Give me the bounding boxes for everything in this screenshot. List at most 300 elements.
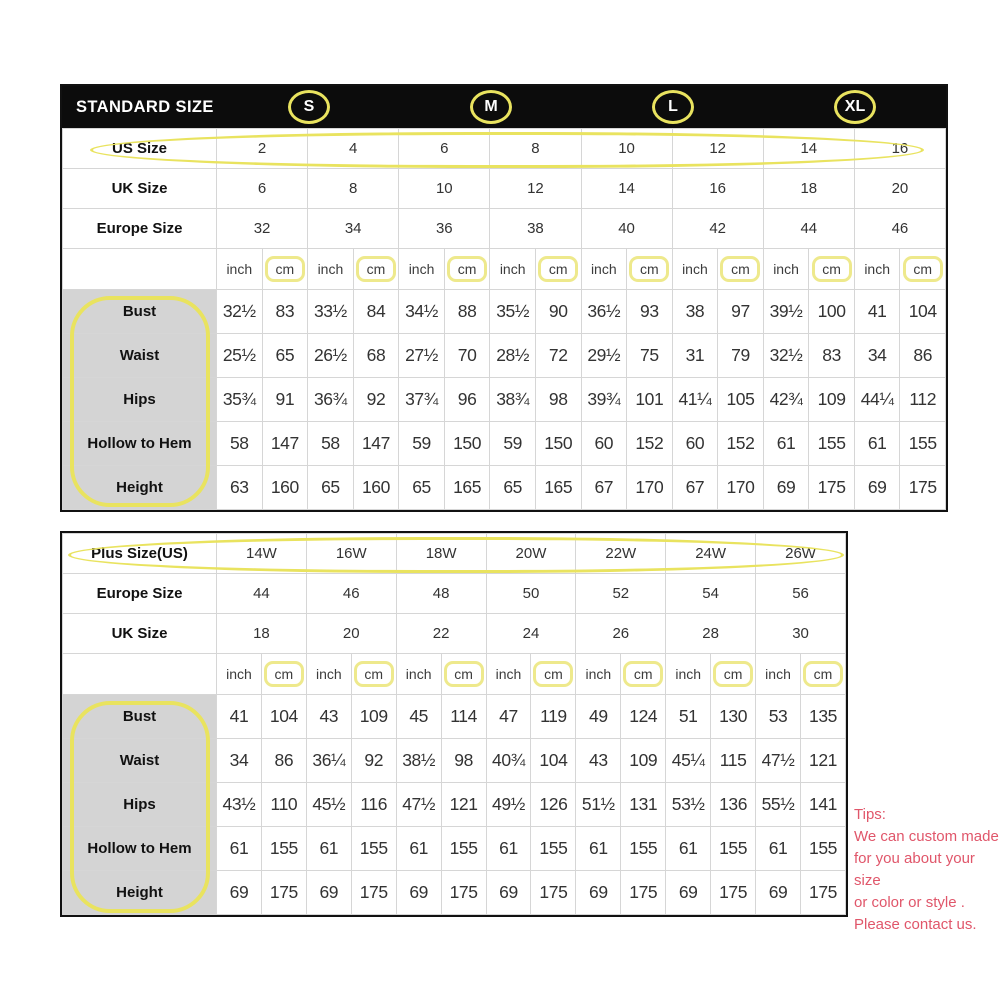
measure-value-cell: 26½	[308, 334, 354, 378]
plus-table-body	[62, 533, 846, 915]
inch-unit-cell: inch	[576, 654, 621, 695]
measure-row-hollow-to-hem	[63, 422, 946, 466]
standard-size-table	[60, 84, 948, 512]
measure-value-cell: 47	[486, 695, 531, 739]
inch-unit-cell: inch	[308, 249, 354, 290]
measure-value-cell: 105	[718, 378, 764, 422]
measure-value-cell: 34	[217, 739, 262, 783]
measure-value-cell: 124	[621, 695, 666, 739]
measure-value-cell: 61	[486, 827, 531, 871]
size-value-cell: 8	[490, 129, 581, 169]
tips-line: Please contact us.	[854, 916, 977, 933]
measure-value-cell: 69	[396, 871, 441, 915]
standard-size-header	[62, 86, 946, 128]
size-value-cell: 46	[306, 574, 396, 614]
size-value-cell: 14	[763, 129, 854, 169]
measure-value-cell: 110	[261, 783, 306, 827]
measure-value-cell: 97	[718, 290, 764, 334]
size-value-cell: 18	[217, 614, 307, 654]
measure-value-cell: 109	[809, 378, 855, 422]
size-value-cell: 44	[763, 209, 854, 249]
measure-value-cell: 69	[756, 871, 801, 915]
size-row-europe-size	[63, 574, 846, 614]
size-value-cell: 2	[217, 129, 308, 169]
size-value-cell: 36	[399, 209, 490, 249]
measure-value-cell: 51	[666, 695, 711, 739]
size-badge-xl	[764, 86, 946, 128]
measure-value-cell: 36¾	[308, 378, 354, 422]
measure-value-cell: 86	[900, 334, 946, 378]
measure-value-cell: 119	[531, 695, 576, 739]
size-badge-m	[400, 86, 582, 128]
measure-value-cell: 130	[711, 695, 756, 739]
measure-value-cell: 43	[576, 739, 621, 783]
measure-value-cell: 61	[217, 827, 262, 871]
measure-value-cell: 170	[718, 466, 764, 510]
tips-line: or color or style .	[854, 894, 965, 911]
size-m-highlight-circle	[470, 90, 512, 124]
measure-value-cell: 69	[666, 871, 711, 915]
measure-row-hips	[63, 378, 946, 422]
measure-value-cell: 170	[627, 466, 673, 510]
cm-unit-cell	[535, 249, 581, 290]
size-value-cell: 22	[396, 614, 486, 654]
size-value-cell: 18	[763, 169, 854, 209]
measure-value-cell: 34	[854, 334, 900, 378]
cm-highlight-box: cm	[356, 256, 396, 282]
measure-value-cell: 165	[535, 466, 581, 510]
size-value-cell: 16	[672, 169, 763, 209]
measure-value-cell: 69	[763, 466, 809, 510]
size-letter-row	[218, 86, 946, 128]
measure-value-cell: 69	[217, 871, 262, 915]
cm-highlight-box: cm	[444, 661, 484, 687]
measure-value-cell: 32½	[217, 290, 263, 334]
size-value-cell: 30	[756, 614, 846, 654]
measure-value-cell: 86	[261, 739, 306, 783]
measure-value-cell: 121	[441, 783, 486, 827]
measure-value-cell: 38	[672, 290, 718, 334]
cm-unit-cell	[718, 249, 764, 290]
measure-value-cell: 155	[261, 827, 306, 871]
measure-value-cell: 44¼	[854, 378, 900, 422]
measure-value-cell: 88	[444, 290, 490, 334]
measure-value-cell: 59	[490, 422, 536, 466]
measure-value-cell: 53	[756, 695, 801, 739]
measure-value-cell: 65	[399, 466, 445, 510]
measure-value-cell: 91	[262, 378, 308, 422]
measure-value-cell: 59	[399, 422, 445, 466]
measure-value-cell: 34½	[399, 290, 445, 334]
measure-value-cell: 31	[672, 334, 718, 378]
measure-value-cell: 69	[486, 871, 531, 915]
measure-value-cell: 68	[353, 334, 399, 378]
measure-value-cell: 115	[711, 739, 756, 783]
measure-value-cell: 121	[800, 739, 845, 783]
measure-value-cell: 70	[444, 334, 490, 378]
cm-highlight-box: cm	[447, 256, 487, 282]
measure-value-cell: 104	[531, 739, 576, 783]
size-value-cell: 28	[666, 614, 756, 654]
measure-value-cell: 45	[396, 695, 441, 739]
measure-value-cell: 141	[800, 783, 845, 827]
measure-row-bust	[63, 695, 846, 739]
measure-value-cell: 41	[217, 695, 262, 739]
measure-value-cell: 41	[854, 290, 900, 334]
cm-unit-cell	[351, 654, 396, 695]
cm-highlight-box: cm	[713, 661, 753, 687]
cm-unit-cell	[800, 654, 845, 695]
cm-highlight-box: cm	[533, 661, 573, 687]
size-row-uk-size	[63, 169, 946, 209]
measure-value-cell: 135	[800, 695, 845, 739]
measure-value-cell: 36½	[581, 290, 627, 334]
measure-value-cell: 96	[444, 378, 490, 422]
size-data-table	[62, 533, 846, 915]
measure-value-cell: 36¼	[306, 739, 351, 783]
inch-unit-cell: inch	[399, 249, 445, 290]
measure-value-cell: 160	[262, 466, 308, 510]
measure-value-cell: 92	[353, 378, 399, 422]
measure-value-cell: 61	[854, 422, 900, 466]
measure-value-cell: 147	[262, 422, 308, 466]
measure-value-cell: 69	[306, 871, 351, 915]
measure-value-cell: 155	[809, 422, 855, 466]
measure-value-cell: 47½	[756, 739, 801, 783]
measure-value-cell: 38¾	[490, 378, 536, 422]
empty-corner-cell	[63, 249, 217, 290]
standard-table-body	[62, 128, 946, 510]
size-value-cell: 26W	[756, 534, 846, 574]
measure-value-cell: 155	[900, 422, 946, 466]
measure-value-cell: 43½	[217, 783, 262, 827]
measure-value-cell: 152	[627, 422, 673, 466]
size-value-cell: 46	[854, 209, 945, 249]
unit-row	[63, 249, 946, 290]
measure-value-cell: 61	[576, 827, 621, 871]
cm-highlight-box: cm	[623, 661, 663, 687]
measure-value-cell: 65	[262, 334, 308, 378]
measure-value-cell: 155	[711, 827, 756, 871]
size-value-cell: 16W	[306, 534, 396, 574]
inch-unit-cell: inch	[854, 249, 900, 290]
measure-value-cell: 51½	[576, 783, 621, 827]
cm-highlight-box: cm	[812, 256, 852, 282]
measure-value-cell: 175	[261, 871, 306, 915]
measure-value-cell: 175	[621, 871, 666, 915]
cm-unit-cell	[627, 249, 673, 290]
measure-value-cell: 43	[306, 695, 351, 739]
measure-value-cell: 147	[353, 422, 399, 466]
measure-value-cell: 75	[627, 334, 673, 378]
measure-value-cell: 175	[531, 871, 576, 915]
size-value-cell: 14	[581, 169, 672, 209]
measure-value-cell: 61	[763, 422, 809, 466]
cm-highlight-box: cm	[903, 256, 943, 282]
size-s-label: S	[303, 98, 315, 115]
measure-value-cell: 155	[621, 827, 666, 871]
measure-row-bust	[63, 290, 946, 334]
cm-highlight-box: cm	[720, 256, 760, 282]
size-value-cell: 48	[396, 574, 486, 614]
size-value-cell: 40	[581, 209, 672, 249]
measure-value-cell: 55½	[756, 783, 801, 827]
size-value-cell: 56	[756, 574, 846, 614]
size-value-cell: 12	[490, 169, 581, 209]
size-data-table	[62, 128, 946, 510]
cm-unit-cell	[444, 249, 490, 290]
size-row-uk-size	[63, 614, 846, 654]
inch-unit-cell: inch	[396, 654, 441, 695]
measure-value-cell: 53½	[666, 783, 711, 827]
cm-unit-cell	[621, 654, 666, 695]
size-l-label: L	[668, 98, 678, 115]
measure-row-hips	[63, 783, 846, 827]
size-value-cell: 26	[576, 614, 666, 654]
size-value-cell: 38	[490, 209, 581, 249]
measure-value-cell: 116	[351, 783, 396, 827]
cm-highlight-box: cm	[265, 256, 305, 282]
standard-size-title: STANDARD SIZE	[76, 97, 214, 116]
inch-unit-cell: inch	[666, 654, 711, 695]
cm-unit-cell	[261, 654, 306, 695]
size-value-cell: 42	[672, 209, 763, 249]
measure-value-cell: 150	[444, 422, 490, 466]
size-value-cell: 20W	[486, 534, 576, 574]
measure-row-waist	[63, 334, 946, 378]
tips-note	[854, 804, 1000, 936]
measure-value-cell: 58	[217, 422, 263, 466]
measure-value-cell: 114	[441, 695, 486, 739]
measure-value-cell: 61	[396, 827, 441, 871]
size-value-cell: 10	[581, 129, 672, 169]
inch-unit-cell: inch	[217, 249, 263, 290]
measure-value-cell: 69	[854, 466, 900, 510]
inch-unit-cell: inch	[490, 249, 536, 290]
measure-row-height	[63, 871, 846, 915]
size-value-cell: 22W	[576, 534, 666, 574]
measure-value-cell: 67	[672, 466, 718, 510]
measure-value-cell: 37¾	[399, 378, 445, 422]
cm-unit-cell	[711, 654, 756, 695]
measure-value-cell: 42¾	[763, 378, 809, 422]
measure-value-cell: 98	[441, 739, 486, 783]
measure-value-cell: 175	[800, 871, 845, 915]
measure-label: Hips	[63, 378, 217, 422]
size-row-us-size	[63, 129, 946, 169]
size-value-cell: 44	[217, 574, 307, 614]
measure-value-cell: 79	[718, 334, 764, 378]
size-row-europe-size	[63, 209, 946, 249]
size-badge-s	[218, 86, 400, 128]
measure-value-cell: 155	[800, 827, 845, 871]
measure-value-cell: 61	[756, 827, 801, 871]
measure-value-cell: 45½	[306, 783, 351, 827]
measure-value-cell: 27½	[399, 334, 445, 378]
cm-unit-cell	[262, 249, 308, 290]
measure-row-hollow-to-hem	[63, 827, 846, 871]
inch-unit-cell: inch	[486, 654, 531, 695]
measure-row-height	[63, 466, 946, 510]
size-value-cell: 14W	[217, 534, 307, 574]
measure-value-cell: 175	[900, 466, 946, 510]
measure-value-cell: 150	[535, 422, 581, 466]
cm-unit-cell	[531, 654, 576, 695]
empty-corner-cell	[63, 654, 217, 695]
measure-label: Hollow to Hem	[63, 827, 217, 871]
measure-value-cell: 100	[809, 290, 855, 334]
measure-value-cell: 84	[353, 290, 399, 334]
measure-value-cell: 155	[441, 827, 486, 871]
row-label: US Size	[63, 129, 217, 169]
cm-unit-cell	[353, 249, 399, 290]
size-value-cell: 24W	[666, 534, 756, 574]
measure-value-cell: 33½	[308, 290, 354, 334]
measure-value-cell: 175	[441, 871, 486, 915]
row-label: Europe Size	[63, 209, 217, 249]
measure-row-waist	[63, 739, 846, 783]
measure-value-cell: 160	[353, 466, 399, 510]
size-value-cell: 6	[399, 129, 490, 169]
size-value-cell: 20	[306, 614, 396, 654]
measure-value-cell: 90	[535, 290, 581, 334]
size-value-cell: 52	[576, 574, 666, 614]
measure-value-cell: 126	[531, 783, 576, 827]
measure-value-cell: 35½	[490, 290, 536, 334]
size-s-highlight-circle	[288, 90, 330, 124]
measure-value-cell: 83	[809, 334, 855, 378]
size-value-cell: 54	[666, 574, 756, 614]
measure-value-cell: 35¾	[217, 378, 263, 422]
measure-label: Height	[63, 871, 217, 915]
measure-value-cell: 39¾	[581, 378, 627, 422]
size-xl-label: XL	[844, 98, 866, 115]
measure-label: Bust	[63, 290, 217, 334]
measure-value-cell: 104	[261, 695, 306, 739]
measure-value-cell: 63	[217, 466, 263, 510]
size-value-cell: 16	[854, 129, 945, 169]
row-label: Europe Size	[63, 574, 217, 614]
measure-value-cell: 28½	[490, 334, 536, 378]
row-label: UK Size	[63, 614, 217, 654]
inch-unit-cell: inch	[756, 654, 801, 695]
tips-line: We can custom made	[854, 828, 999, 845]
measure-label: Height	[63, 466, 217, 510]
measure-value-cell: 25½	[217, 334, 263, 378]
cm-highlight-box: cm	[354, 661, 394, 687]
measure-label: Bust	[63, 695, 217, 739]
cm-highlight-box: cm	[264, 661, 304, 687]
size-value-cell: 6	[217, 169, 308, 209]
measure-value-cell: 109	[351, 695, 396, 739]
measure-value-cell: 45¼	[666, 739, 711, 783]
measure-label: Hips	[63, 783, 217, 827]
row-label: Plus Size(US)	[63, 534, 217, 574]
inch-unit-cell: inch	[306, 654, 351, 695]
size-value-cell: 34	[308, 209, 399, 249]
measure-value-cell: 39½	[763, 290, 809, 334]
measure-value-cell: 92	[351, 739, 396, 783]
measure-value-cell: 155	[351, 827, 396, 871]
measure-value-cell: 61	[666, 827, 711, 871]
size-value-cell: 8	[308, 169, 399, 209]
measure-value-cell: 93	[627, 290, 673, 334]
size-row-plus-size-us	[63, 534, 846, 574]
cm-highlight-box: cm	[803, 661, 843, 687]
measure-value-cell: 72	[535, 334, 581, 378]
measure-label: Hollow to Hem	[63, 422, 217, 466]
measure-value-cell: 112	[900, 378, 946, 422]
measure-value-cell: 67	[581, 466, 627, 510]
measure-value-cell: 60	[672, 422, 718, 466]
measure-value-cell: 101	[627, 378, 673, 422]
measure-value-cell: 49	[576, 695, 621, 739]
measure-value-cell: 152	[718, 422, 764, 466]
size-value-cell: 4	[308, 129, 399, 169]
tips-line: for you about your size	[854, 850, 975, 889]
measure-value-cell: 104	[900, 290, 946, 334]
size-value-cell: 50	[486, 574, 576, 614]
measure-value-cell: 32½	[763, 334, 809, 378]
row-label: UK Size	[63, 169, 217, 209]
measure-value-cell: 60	[581, 422, 627, 466]
size-xl-highlight-circle	[834, 90, 876, 124]
measure-value-cell: 49½	[486, 783, 531, 827]
measure-label: Waist	[63, 334, 217, 378]
cm-unit-cell	[900, 249, 946, 290]
cm-unit-cell	[441, 654, 486, 695]
size-value-cell: 18W	[396, 534, 486, 574]
size-value-cell: 24	[486, 614, 576, 654]
measure-value-cell: 136	[711, 783, 756, 827]
measure-value-cell: 69	[576, 871, 621, 915]
cm-highlight-box: cm	[538, 256, 578, 282]
plus-size-table	[60, 531, 848, 917]
measure-value-cell: 47½	[396, 783, 441, 827]
measure-value-cell: 41¼	[672, 378, 718, 422]
measure-value-cell: 65	[308, 466, 354, 510]
size-value-cell: 10	[399, 169, 490, 209]
cm-highlight-box: cm	[629, 256, 669, 282]
size-m-label: M	[484, 98, 498, 115]
measure-value-cell: 175	[711, 871, 756, 915]
measure-value-cell: 65	[490, 466, 536, 510]
measure-value-cell: 29½	[581, 334, 627, 378]
measure-value-cell: 40¾	[486, 739, 531, 783]
measure-value-cell: 165	[444, 466, 490, 510]
size-value-cell: 32	[217, 209, 308, 249]
measure-value-cell: 83	[262, 290, 308, 334]
inch-unit-cell: inch	[672, 249, 718, 290]
measure-value-cell: 155	[531, 827, 576, 871]
measure-value-cell: 175	[351, 871, 396, 915]
measure-value-cell: 131	[621, 783, 666, 827]
tips-title: Tips:	[854, 806, 886, 823]
measure-value-cell: 58	[308, 422, 354, 466]
measure-value-cell: 98	[535, 378, 581, 422]
measure-value-cell: 38½	[396, 739, 441, 783]
measure-value-cell: 175	[809, 466, 855, 510]
inch-unit-cell: inch	[763, 249, 809, 290]
unit-row	[63, 654, 846, 695]
inch-unit-cell: inch	[217, 654, 262, 695]
size-l-highlight-circle	[652, 90, 694, 124]
size-value-cell: 20	[854, 169, 945, 209]
measure-value-cell: 61	[306, 827, 351, 871]
size-badge-l	[582, 86, 764, 128]
measure-label: Waist	[63, 739, 217, 783]
inch-unit-cell: inch	[581, 249, 627, 290]
